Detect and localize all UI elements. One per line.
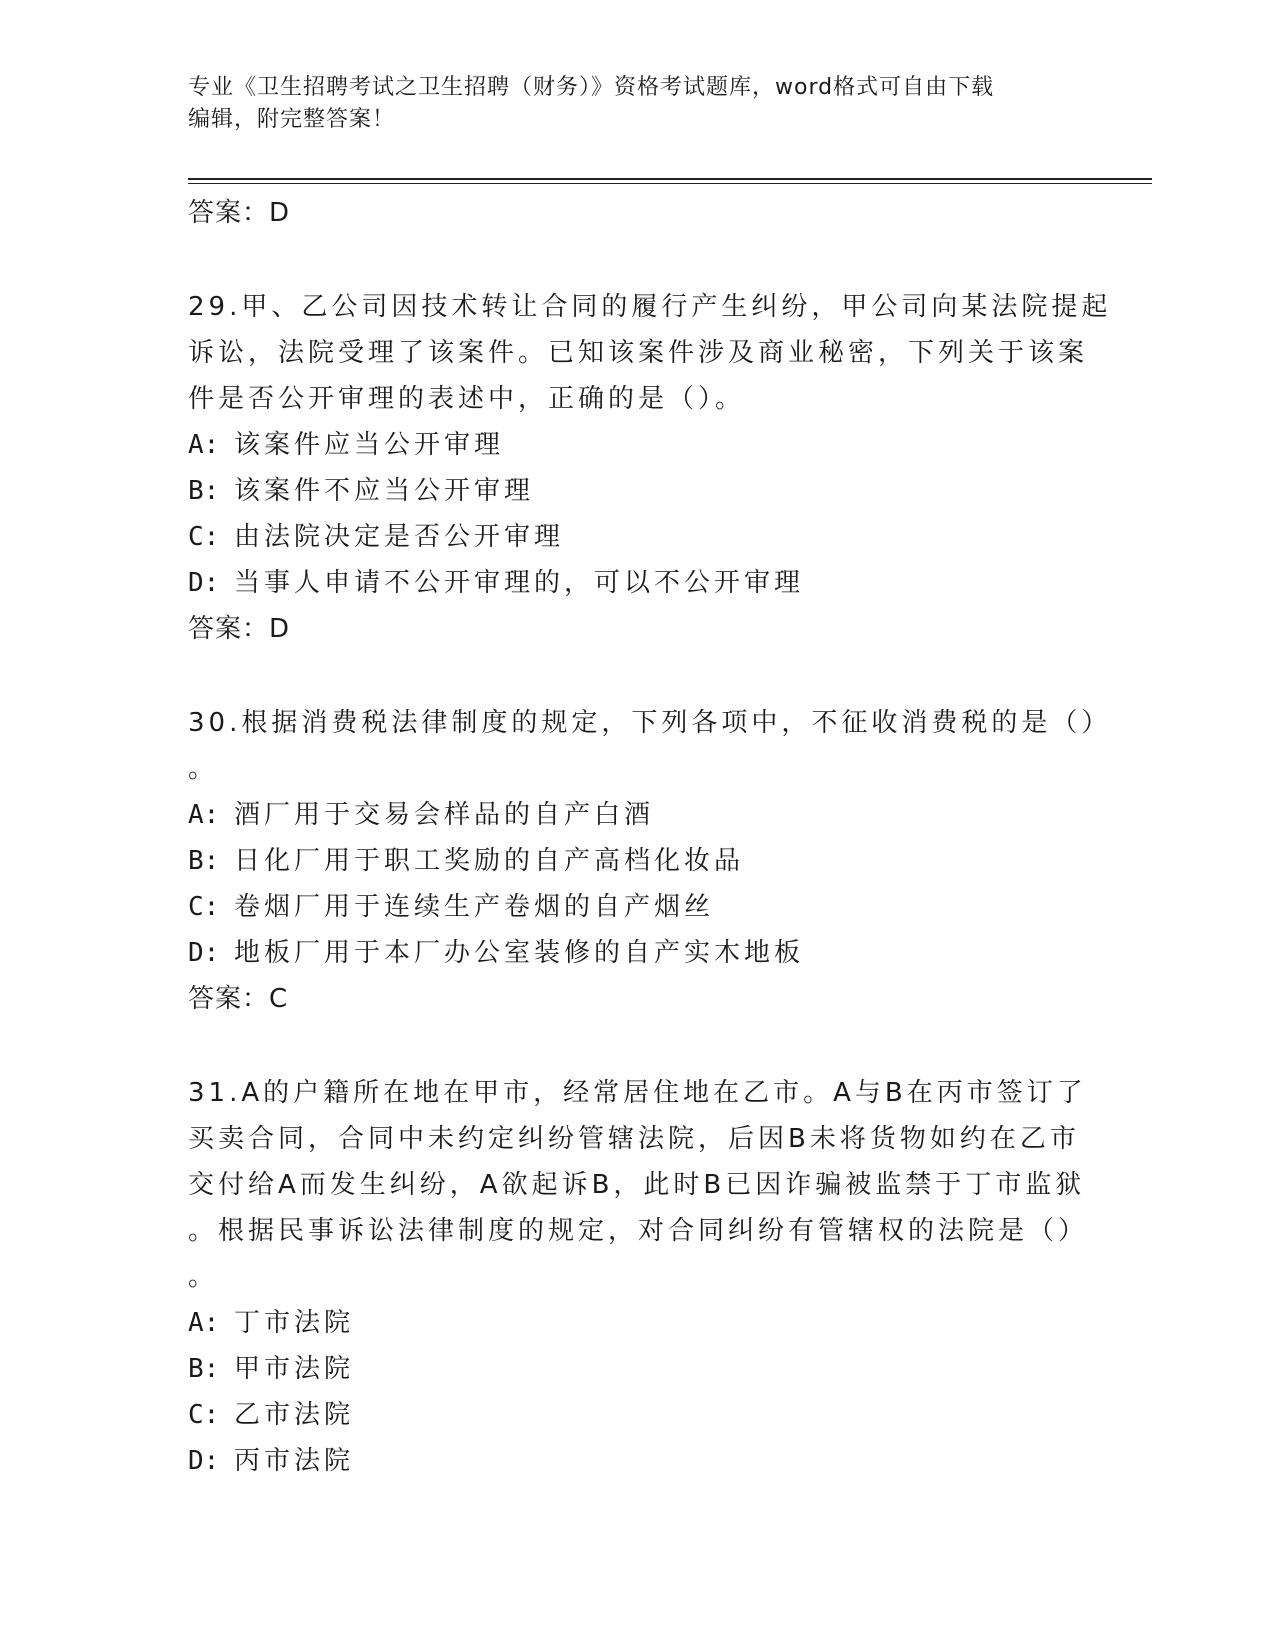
option-d: [188, 1438, 1088, 1484]
option-letter: A:: [188, 430, 220, 460]
option-letter: A:: [188, 800, 220, 830]
answer-line: 答案：C: [188, 984, 289, 1014]
header-rule-thick: [188, 178, 1152, 180]
option-text: 该案件不应当公开审理: [234, 476, 535, 506]
option-letter: C:: [188, 1400, 220, 1430]
option-letter: A:: [188, 1308, 220, 1338]
option-a: [188, 1300, 1088, 1346]
spacer: [188, 652, 1088, 700]
option-text: 丙市法院: [234, 1446, 355, 1476]
page-header: [188, 72, 1068, 136]
question-text-line: 买卖合同，合同中未约定纠纷管辖法院，后因B未将货物如约在乙市: [188, 1124, 1080, 1154]
question-text-line: 31.A的户籍所在地在甲市，经常居住地在乙市。A与B在丙市签订了: [188, 1078, 1087, 1108]
option-text: 甲市法院: [234, 1354, 355, 1384]
option-letter: C:: [188, 892, 220, 922]
answer-line: 答案：D: [188, 198, 291, 228]
option-letter: B:: [188, 846, 220, 876]
question-text-line: 29.甲、乙公司因技术转让合同的履行产生纠纷，甲公司向某法院提起: [188, 292, 1112, 322]
header-line-1: 专业《卫生招聘考试之卫生招聘（财务）》资格考试题库，word格式可自由下载: [188, 75, 995, 100]
option-c: [188, 514, 1088, 560]
option-b: [188, 468, 1088, 514]
question-text-line: 诉讼，法院受理了该案件。已知该案件涉及商业秘密，下列关于该案: [188, 338, 1089, 368]
option-c: [188, 884, 1088, 930]
option-letter: D:: [188, 568, 220, 598]
option-letter: D:: [188, 938, 220, 968]
spacer: [188, 1022, 1088, 1070]
question-text-line: 30.根据消费税法律制度的规定，下列各项中，不征收消费税的是（）: [188, 708, 1112, 738]
spacer: [188, 236, 1088, 284]
option-a: [188, 422, 1088, 468]
header-rule-thin: [188, 183, 1152, 184]
header-line-2: 编辑，附完整答案！: [188, 107, 396, 132]
option-letter: C:: [188, 522, 220, 552]
option-text: 酒厂用于交易会样品的自产白酒: [234, 800, 655, 830]
question-text-line: 。: [188, 1262, 219, 1292]
document-body: [188, 190, 1112, 1484]
question-text-line: 件是否公开审理的表述中，正确的是（）。: [188, 384, 746, 414]
question-text-line: 。根据民事诉讼法律制度的规定，对合同纠纷有管辖权的法院是（）: [188, 1216, 1089, 1246]
question-31: [188, 1070, 1088, 1484]
option-letter: D:: [188, 1446, 220, 1476]
option-b: [188, 1346, 1088, 1392]
option-d: [188, 930, 1088, 976]
option-letter: B:: [188, 476, 220, 506]
question-text-line: 交付给A而发生纠纷，A欲起诉B，此时B已因诈骗被监禁于丁市监狱: [188, 1170, 1086, 1200]
question-text-line: 。: [188, 754, 219, 784]
option-text: 当事人申请不公开审理的，可以不公开审理: [234, 568, 805, 598]
option-text: 日化厂用于职工奖励的自产高档化妆品: [234, 846, 745, 876]
option-text: 乙市法院: [234, 1400, 355, 1430]
option-d: [188, 560, 1088, 606]
option-text: 地板厂用于本厂办公室装修的自产实木地板: [234, 938, 805, 968]
option-b: [188, 838, 1088, 884]
option-letter: B:: [188, 1354, 220, 1384]
option-c: [188, 1392, 1088, 1438]
question-29: [188, 284, 1112, 652]
question-30: [188, 700, 1112, 1022]
option-text: 该案件应当公开审理: [234, 430, 505, 460]
option-a: [188, 792, 1088, 838]
option-text: 卷烟厂用于连续生产卷烟的自产烟丝: [234, 892, 715, 922]
option-text: 丁市法院: [234, 1308, 355, 1338]
answer-line: 答案：D: [188, 614, 291, 644]
option-text: 由法院决定是否公开审理: [234, 522, 565, 552]
